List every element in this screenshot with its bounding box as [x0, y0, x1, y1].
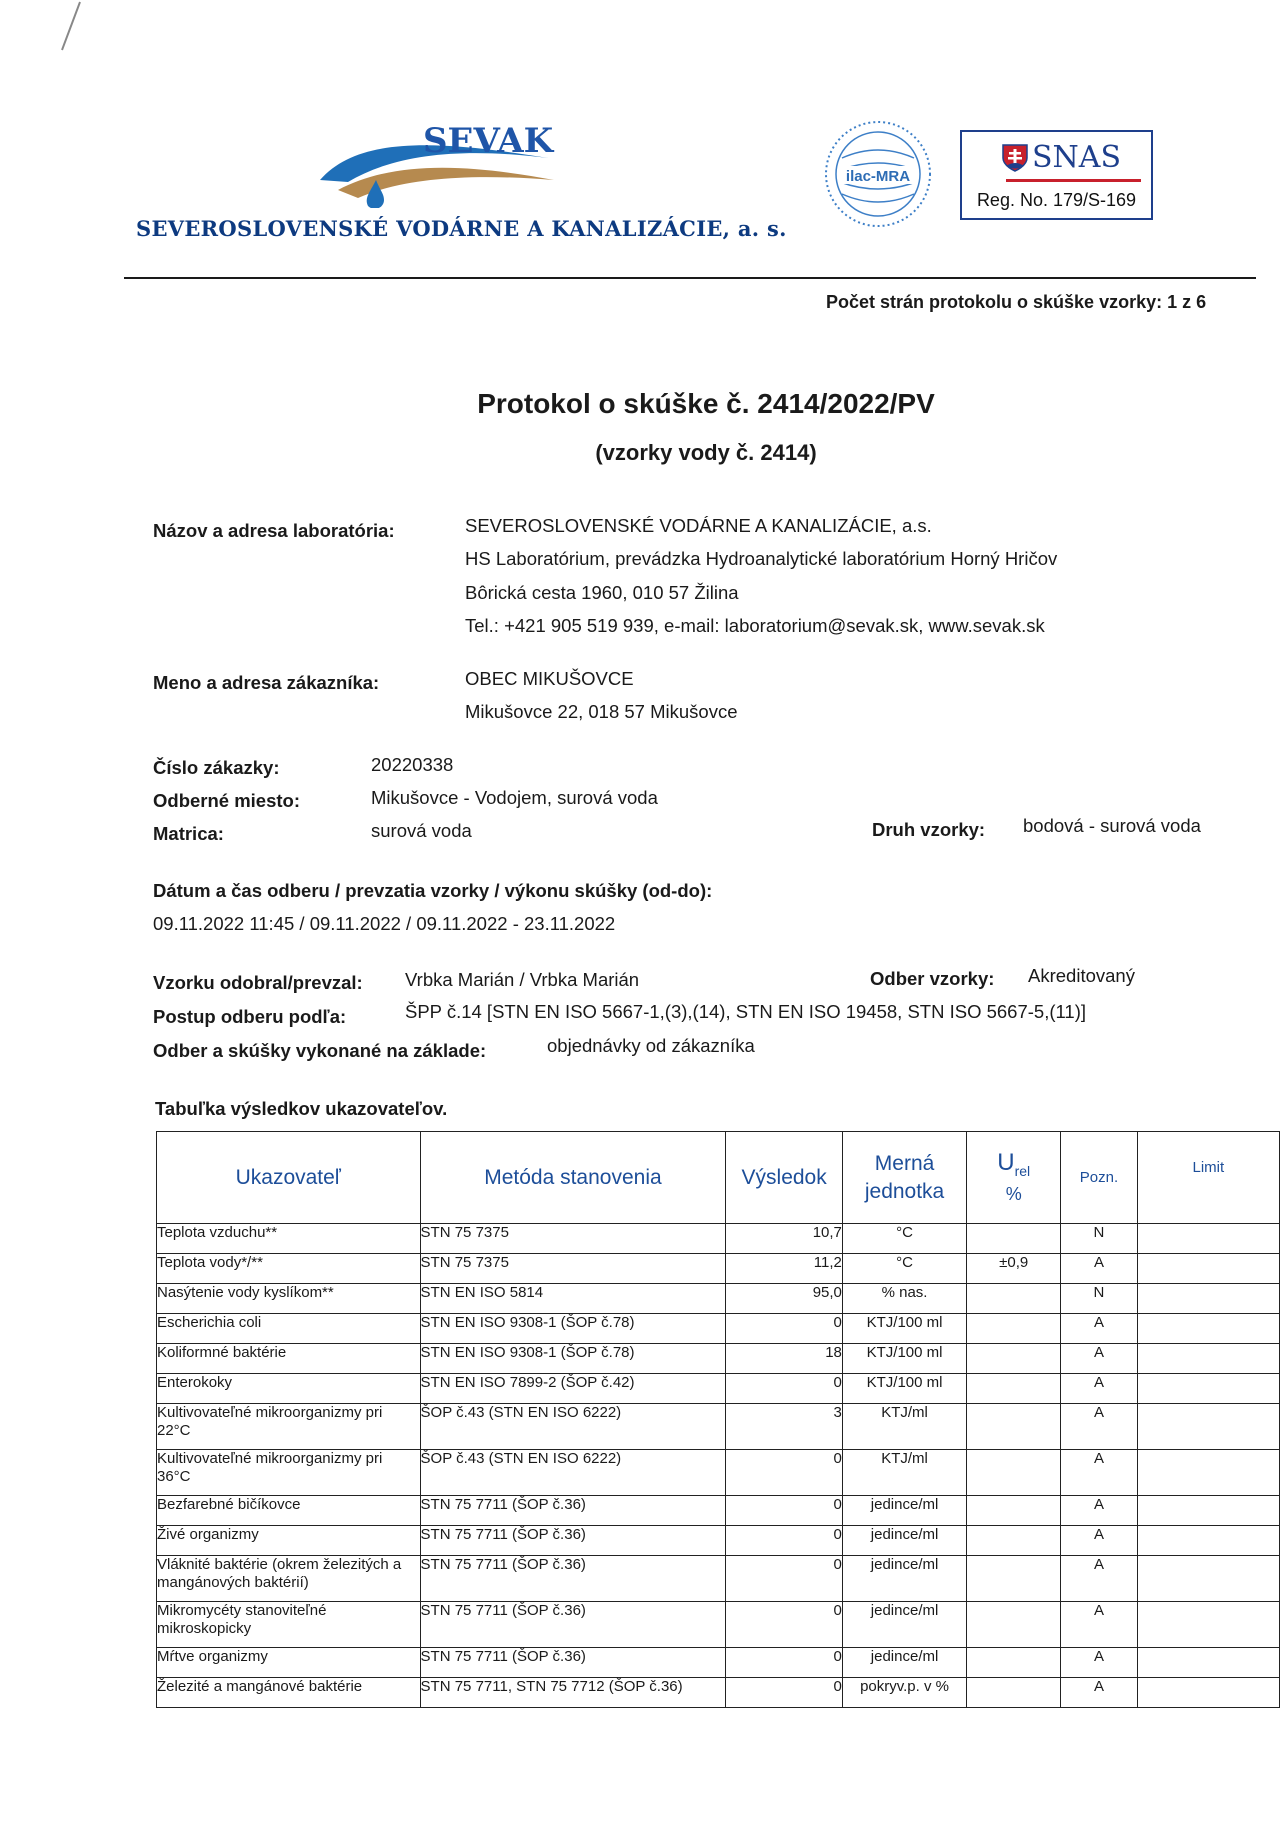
table-row: [157, 1678, 1280, 1708]
limit-cell: [1137, 1678, 1279, 1708]
indicator-cell: Bezfarebné bičíkovce: [157, 1496, 421, 1526]
unit-cell: % nas.: [842, 1284, 966, 1314]
dates-value: 09.11.2022 11:45 / 09.11.2022 / 09.11.2022 - 23.11.2022: [153, 913, 616, 934]
protocol-title: Protokol o skúške č. 2414/2022/PV: [477, 388, 935, 419]
limit-cell: [1137, 1450, 1279, 1496]
order-number-label: Číslo zákazky:: [153, 757, 280, 778]
header-divider: [124, 277, 1256, 279]
page-count: Počet strán protokolu o skúške vzorky: 1 z 6: [826, 292, 1207, 312]
sample-type-value: bodová - surová voda: [1023, 815, 1201, 836]
method-cell: STN EN ISO 9308-1 (ŠOP č.78): [420, 1344, 726, 1374]
table-header-row: [157, 1132, 1280, 1224]
table-row: [157, 1284, 1280, 1314]
place-value: Mikušovce - Vodojem, surová voda: [371, 787, 658, 808]
method-cell: STN EN ISO 9308-1 (ŠOP č.78): [420, 1314, 726, 1344]
table-row: [157, 1254, 1280, 1284]
ilac-mra-seal: [822, 118, 934, 230]
urel-cell: ±0,9: [967, 1254, 1061, 1284]
limit-cell: [1137, 1648, 1279, 1678]
result-cell: 10,7: [726, 1224, 843, 1254]
indicator-cell: Mŕtve organizmy: [157, 1648, 421, 1678]
urel-cell: [967, 1526, 1061, 1556]
urel-cell: [967, 1374, 1061, 1404]
ilac-text: ilac-MRA: [845, 168, 911, 185]
unit-cell: KTJ/100 ml: [842, 1314, 966, 1344]
limit-cell: [1137, 1284, 1279, 1314]
method-cell: STN 75 7711 (ŠOP č.36): [420, 1526, 726, 1556]
limit-cell: [1137, 1602, 1279, 1648]
sample-type-label: Druh vzorky:: [872, 819, 986, 840]
basis-label: Odber a skúšky vykonané na základe:: [153, 1040, 487, 1061]
note-cell: N: [1061, 1284, 1137, 1314]
note-cell: A: [1061, 1344, 1137, 1374]
result-cell: 0: [726, 1602, 843, 1648]
note-cell: A: [1061, 1556, 1137, 1602]
indicator-cell: Teplota vody*/**: [157, 1254, 421, 1284]
note-cell: A: [1061, 1254, 1137, 1284]
note-cell: A: [1061, 1404, 1137, 1450]
indicator-cell: Živé organizmy: [157, 1526, 421, 1556]
indicator-cell: Železité a mangánové baktérie: [157, 1678, 421, 1708]
note-cell: N: [1061, 1224, 1137, 1254]
snas-underline: [1006, 179, 1141, 182]
limit-cell: [1137, 1526, 1279, 1556]
slovak-cross-icon: [1002, 144, 1028, 172]
taken-by-label: Vzorku odobral/prevzal:: [153, 972, 363, 993]
table-row: [157, 1526, 1280, 1556]
limit-cell: [1137, 1314, 1279, 1344]
urel-cell: [967, 1678, 1061, 1708]
result-cell: 0: [726, 1556, 843, 1602]
customer-name: OBEC MIKUŠOVCE: [465, 668, 634, 689]
table-row: [157, 1374, 1280, 1404]
result-cell: 0: [726, 1496, 843, 1526]
result-cell: 11,2: [726, 1254, 843, 1284]
table-row: [157, 1556, 1280, 1602]
note-cell: A: [1061, 1678, 1137, 1708]
unit-cell: jedince/ml: [842, 1556, 966, 1602]
result-cell: 95,0: [726, 1284, 843, 1314]
company-name: SEVEROSLOVENSKÉ VODÁRNE A KANALIZÁCIE, a. s.: [136, 216, 787, 241]
lab-line-4: Tel.: +421 905 519 939, e-mail: laboratorium@sevak.sk, www.sevak.sk: [465, 615, 1045, 636]
indicator-cell: Mikromycéty stanoviteľné mikroskopicky: [157, 1602, 421, 1648]
method-cell: STN 75 7711 (ŠOP č.36): [420, 1556, 726, 1602]
result-cell: 18: [726, 1344, 843, 1374]
limit-cell: [1137, 1224, 1279, 1254]
header-urel-sub: rel: [1014, 1162, 1031, 1179]
method-cell: STN EN ISO 5814: [420, 1284, 726, 1314]
header-urel: [967, 1132, 1061, 1224]
table-row: [157, 1404, 1280, 1450]
urel-cell: [967, 1602, 1061, 1648]
note-cell: A: [1061, 1314, 1137, 1344]
unit-cell: jedince/ml: [842, 1602, 966, 1648]
unit-cell: pokryv.p. v %: [842, 1678, 966, 1708]
unit-cell: KTJ/ml: [842, 1404, 966, 1450]
result-cell: 0: [726, 1678, 843, 1708]
method-cell: STN 75 7711 (ŠOP č.36): [420, 1496, 726, 1526]
snas-badge: [960, 130, 1153, 220]
table-row: [157, 1648, 1280, 1678]
procedure-value: ŠPP č.14 [STN EN ISO 5667-1,(3),(14), STN EN ISO 19458, STN ISO 5667-5,(11)]: [405, 1001, 1087, 1022]
unit-cell: jedince/ml: [842, 1496, 966, 1526]
header-method: Metóda stanovenia: [420, 1132, 726, 1224]
header-result: Výsledok: [726, 1132, 843, 1224]
lab-line-2: HS Laboratórium, prevádzka Hydroanalytické laboratórium Horný Hričov: [465, 548, 1058, 569]
matrix-label: Matrica:: [153, 823, 224, 844]
urel-cell: [967, 1496, 1061, 1526]
snas-reg-number: Reg. No. 179/S-169: [976, 190, 1137, 210]
unit-cell: KTJ/100 ml: [842, 1374, 966, 1404]
urel-cell: [967, 1556, 1061, 1602]
urel-cell: [967, 1284, 1061, 1314]
note-cell: A: [1061, 1602, 1137, 1648]
limit-cell: [1137, 1374, 1279, 1404]
result-cell: 0: [726, 1314, 843, 1344]
note-cell: A: [1061, 1648, 1137, 1678]
protocol-subtitle: (vzorky vody č. 2414): [595, 440, 817, 465]
result-cell: 0: [726, 1526, 843, 1556]
note-cell: A: [1061, 1496, 1137, 1526]
indicator-cell: Vláknité baktérie (okrem železitých a mangánových baktérií): [157, 1556, 421, 1602]
note-cell: A: [1061, 1526, 1137, 1556]
customer-label: Meno a adresa zákazníka:: [153, 672, 380, 693]
header-unit: Merná jednotka: [842, 1132, 966, 1224]
note-cell: A: [1061, 1374, 1137, 1404]
unit-cell: KTJ/ml: [842, 1450, 966, 1496]
result-cell: 0: [726, 1648, 843, 1678]
method-cell: STN EN ISO 7899-2 (ŠOP č.42): [420, 1374, 726, 1404]
table-row: [157, 1602, 1280, 1648]
limit-cell: [1137, 1254, 1279, 1284]
header-urel-pct: %: [1005, 1183, 1022, 1204]
odber-label: Odber vzorky:: [870, 968, 995, 989]
indicator-cell: Kultivovateľné mikroorganizmy pri 22°C: [157, 1404, 421, 1450]
limit-cell: [1137, 1404, 1279, 1450]
sevak-logo: [318, 118, 558, 208]
place-label: Odberné miesto:: [153, 790, 300, 811]
result-cell: 0: [726, 1374, 843, 1404]
note-cell: A: [1061, 1450, 1137, 1496]
lab-line-3: Bôrická cesta 1960, 010 57 Žilina: [465, 582, 739, 603]
indicator-cell: Nasýtenie vody kyslíkom**: [157, 1284, 421, 1314]
lab-line-1: SEVEROSLOVENSKÉ VODÁRNE A KANALIZÁCIE, a.s.: [465, 515, 932, 536]
procedure-label: Postup odberu podľa:: [153, 1006, 347, 1027]
limit-cell: [1137, 1344, 1279, 1374]
method-cell: STN 75 7375: [420, 1224, 726, 1254]
urel-cell: [967, 1648, 1061, 1678]
odber-value: Akreditovaný: [1028, 965, 1135, 986]
header-urel-u: U: [997, 1149, 1015, 1177]
method-cell: ŠOP č.43 (STN EN ISO 6222): [420, 1404, 726, 1450]
customer-address: Mikušovce 22, 018 57 Mikušovce: [465, 701, 738, 722]
limit-cell: [1137, 1556, 1279, 1602]
table-row: [157, 1450, 1280, 1496]
header-note: Pozn.: [1061, 1132, 1137, 1224]
urel-cell: [967, 1314, 1061, 1344]
results-table: [156, 1131, 1280, 1708]
indicator-cell: Teplota vzduchu**: [157, 1224, 421, 1254]
header-indicator: Ukazovateľ: [157, 1132, 421, 1224]
method-cell: STN 75 7711, STN 75 7712 (ŠOP č.36): [420, 1678, 726, 1708]
snas-name: SNAS: [1032, 140, 1122, 175]
table-row: [157, 1314, 1280, 1344]
matrix-value: surová voda: [371, 820, 472, 841]
indicator-cell: Enterokoky: [157, 1374, 421, 1404]
indicator-cell: Kultivovateľné mikroorganizmy pri 36°C: [157, 1450, 421, 1496]
table-row: [157, 1224, 1280, 1254]
unit-cell: °C: [842, 1224, 966, 1254]
result-cell: 0: [726, 1450, 843, 1496]
table-caption: Tabuľka výsledkov ukazovateľov.: [155, 1098, 448, 1119]
method-cell: STN 75 7375: [420, 1254, 726, 1284]
urel-cell: [967, 1450, 1061, 1496]
method-cell: ŠOP č.43 (STN EN ISO 6222): [420, 1450, 726, 1496]
result-cell: 3: [726, 1404, 843, 1450]
limit-cell: [1137, 1496, 1279, 1526]
lab-label: Názov a adresa laboratória:: [153, 520, 395, 541]
method-cell: STN 75 7711 (ŠOP č.36): [420, 1602, 726, 1648]
header-limit: Limit: [1137, 1132, 1279, 1224]
urel-cell: [967, 1224, 1061, 1254]
taken-by-value: Vrbka Marián / Vrbka Marián: [405, 969, 640, 990]
urel-cell: [967, 1344, 1061, 1374]
basis-value: objednávky od zákazníka: [547, 1035, 755, 1056]
method-cell: STN 75 7711 (ŠOP č.36): [420, 1648, 726, 1678]
indicator-cell: Koliformné baktérie: [157, 1344, 421, 1374]
unit-cell: °C: [842, 1254, 966, 1284]
indicator-cell: Escherichia coli: [157, 1314, 421, 1344]
scan-mark: [28, 0, 88, 55]
table-row: [157, 1344, 1280, 1374]
unit-cell: jedince/ml: [842, 1648, 966, 1678]
table-row: [157, 1496, 1280, 1526]
unit-cell: jedince/ml: [842, 1526, 966, 1556]
dates-label: Dátum a čas odberu / prevzatia vzorky / výkonu skúšky (od-do):: [153, 880, 713, 901]
unit-cell: KTJ/100 ml: [842, 1344, 966, 1374]
logo-text: SEVAK: [423, 121, 554, 161]
urel-cell: [967, 1404, 1061, 1450]
order-number-value: 20220338: [371, 754, 454, 775]
